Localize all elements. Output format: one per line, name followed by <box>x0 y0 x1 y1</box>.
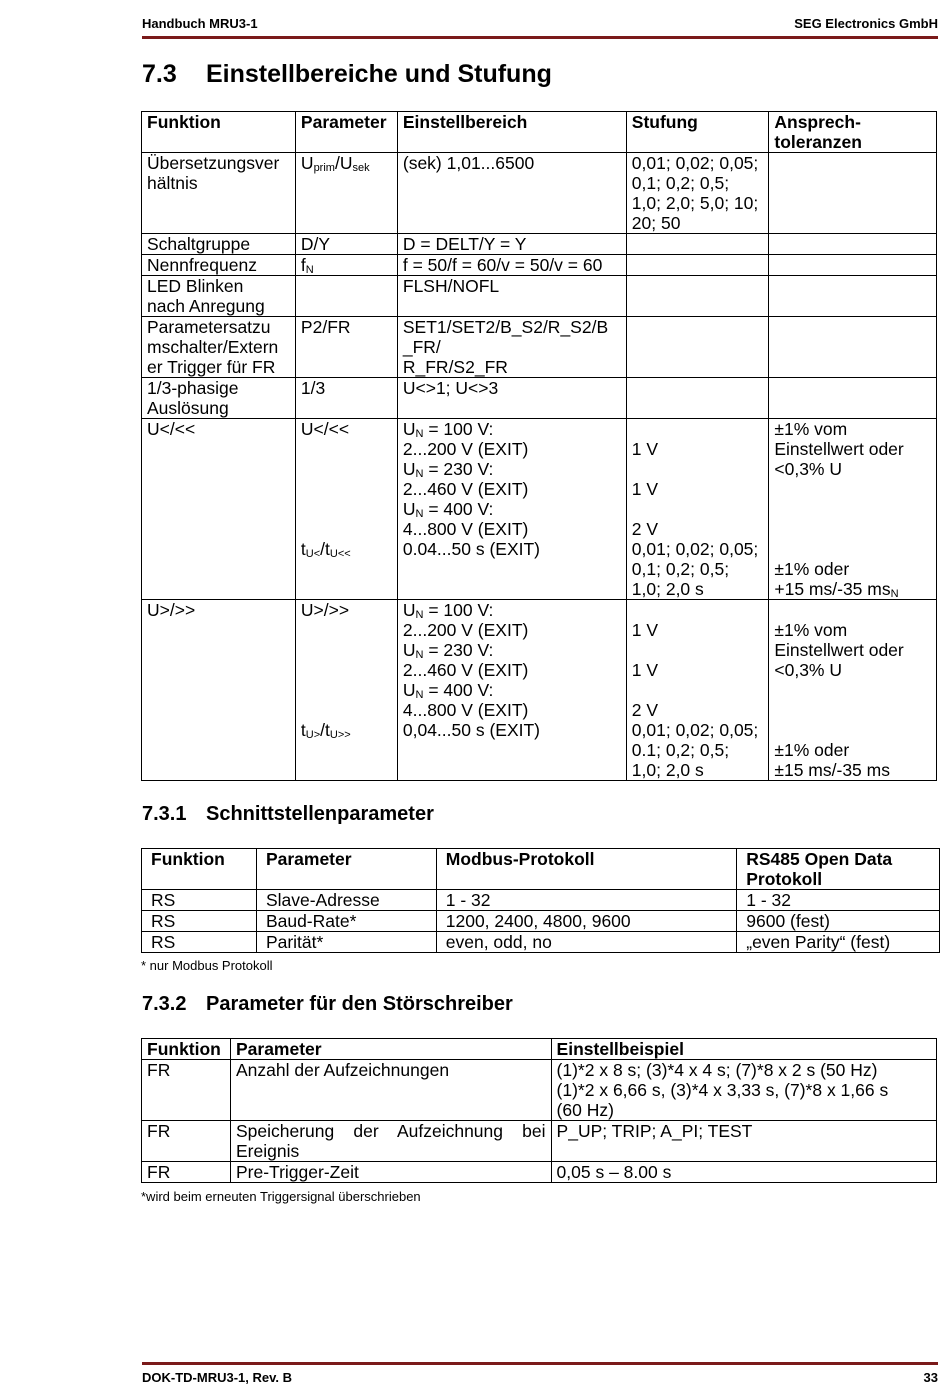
table-cell: Slave-Adresse <box>256 890 436 911</box>
table-cell: Anzahl der Aufzeichnungen <box>230 1060 551 1121</box>
table-cell: ±1% vom Einstellwert oder <0,3% U ±1% oder ±15 ms/-35 ms <box>769 600 937 781</box>
subsection-heading: 7.3.2 Parameter für den Störschreiber <box>142 993 513 1015</box>
table-row <box>142 1162 937 1183</box>
table-cell: $U_{prim}/U_{sek}$ <box>295 153 397 234</box>
table-cell: (1)*2 x 8 s; (3)*4 x 4 s; (7)*8 x 2 s (50 Hz) (1)*2 x 6,66 s, (3)*4 x 3,33 s, (7)*8 x 1,66 s (60 Hz) <box>551 1060 936 1121</box>
table-row <box>142 911 940 932</box>
table-cell: U<>1; U<>3 <box>397 378 626 419</box>
table-row <box>142 890 940 911</box>
column-header: Parameter <box>256 849 436 890</box>
table-row <box>142 234 937 255</box>
subsection-heading: 7.3.1 Schnittstellenparameter <box>142 803 434 825</box>
column-header: Parameter <box>295 112 397 153</box>
table-cell: Baud-Rate* <box>256 911 436 932</box>
table-cell: 1 - 32 <box>436 890 737 911</box>
table-header-row <box>142 112 937 153</box>
table-cell <box>769 153 937 234</box>
header-left: Handbuch MRU3-1 <box>142 16 258 31</box>
table-cell: RS <box>142 911 257 932</box>
table-cell: 1 V 1 V 2 V 0,01; 0,02; 0,05; 0.1; 0,2; 0,5; 1,0; 2,0 s <box>626 600 769 781</box>
table-row <box>142 1060 937 1121</box>
table-cell: Parametersatzu mschalter/Extern er Trigger für FR <box>142 317 296 378</box>
table-cell: 1 V 1 V 2 V 0,01; 0,02; 0,05; 0,1; 0,2; 0,5; 1,0; 2,0 s <box>626 419 769 600</box>
table-cell: 1/3 <box>295 378 397 419</box>
table-cell: U>/>> $t_{U>}/t_{U>>}$ <box>295 600 397 781</box>
column-header: Einstellbeispiel <box>551 1039 936 1060</box>
table-cell: Parität* <box>256 932 436 953</box>
table-cell: even, odd, no <box>436 932 737 953</box>
table-cell: U</<< $t_{U<}/t_{U<<}$ <box>295 419 397 600</box>
column-header: Ansprech- toleranzen <box>769 112 937 153</box>
header-right: SEG Electronics GmbH <box>794 16 938 31</box>
table-cell: FR <box>142 1121 231 1162</box>
table-cell: D/Y <box>295 234 397 255</box>
table-row <box>142 600 937 781</box>
table-cell <box>769 378 937 419</box>
table-cell: 1 - 32 <box>737 890 940 911</box>
settings-table <box>141 111 937 781</box>
section-heading: 7.3 Einstellbereiche und Stufung <box>142 60 552 88</box>
table-cell: $f_N$ <box>295 255 397 276</box>
footer-left: DOK-TD-MRU3-1, Rev. B <box>142 1370 292 1385</box>
table-row <box>142 932 940 953</box>
table-cell <box>626 234 769 255</box>
table-cell: Pre-Trigger-Zeit <box>230 1162 551 1183</box>
table-cell: Übersetzungsver hältnis <box>142 153 296 234</box>
table-cell: $U_N = 100$ V: 2...200 V (EXIT) $U_N = 230$ V: 2...460 V (EXIT) $U_N = 400$ V: 4...800 V (EXIT) 0.04...50 s (EXIT) <box>397 419 626 600</box>
table-row <box>142 1121 937 1162</box>
table-cell: U</<< <box>142 419 296 600</box>
table-cell: FLSH/NOFL <box>397 276 626 317</box>
table-cell: FR <box>142 1162 231 1183</box>
column-header: Parameter <box>230 1039 551 1060</box>
table-cell: FR <box>142 1060 231 1121</box>
page-header <box>142 14 938 34</box>
table-cell <box>626 276 769 317</box>
recorder-table <box>141 1038 937 1183</box>
page-footer <box>142 1368 938 1388</box>
table-row <box>142 317 937 378</box>
table-cell: RS <box>142 890 257 911</box>
table-cell: LED Blinken nach Anregung <box>142 276 296 317</box>
table-cell: 0,01; 0,02; 0,05; 0,1; 0,2; 0,5; 1,0; 2,0; 5,0; 10; 20; 50 <box>626 153 769 234</box>
table-cell: Schaltgruppe <box>142 234 296 255</box>
table-row <box>142 378 937 419</box>
footnote: *wird beim erneuten Triggersignal überschrieben <box>141 1189 421 1204</box>
column-header: Einstellbereich <box>397 112 626 153</box>
table-cell <box>769 255 937 276</box>
table-cell: 1200, 2400, 4800, 9600 <box>436 911 737 932</box>
table-cell: $U_N = 100$ V: 2...200 V (EXIT) $U_N = 230$ V: 2...460 V (EXIT) $U_N = 400$ V: 4...800 V (EXIT) 0,04...50 s (EXIT) <box>397 600 626 781</box>
table-cell: U>/>> <box>142 600 296 781</box>
column-header: Funktion <box>142 112 296 153</box>
table-cell: Speicherung der Aufzeichnung bei Ereignis <box>230 1121 551 1162</box>
header-rule <box>142 36 938 39</box>
table-cell: SET1/SET2/B_S2/R_S2/B _FR/ R_FR/S2_FR <box>397 317 626 378</box>
table-row <box>142 419 937 600</box>
table-cell <box>769 317 937 378</box>
table-cell <box>769 276 937 317</box>
table-cell: 9600 (fest) <box>737 911 940 932</box>
column-header: Stufung <box>626 112 769 153</box>
table-cell: Nennfrequenz <box>142 255 296 276</box>
footer-rule <box>142 1362 938 1365</box>
table-row <box>142 276 937 317</box>
table-cell: RS <box>142 932 257 953</box>
table-row <box>142 153 937 234</box>
page-number: 33 <box>923 1370 938 1385</box>
table-cell <box>626 378 769 419</box>
table-cell: ±1% vom Einstellwert oder <0,3% U ±1% oder +15 ms/-35 $ms_N$ <box>769 419 937 600</box>
table-cell <box>295 276 397 317</box>
interface-table <box>141 848 940 953</box>
table-cell: P_UP; TRIP; A_PI; TEST <box>551 1121 936 1162</box>
table-row <box>142 255 937 276</box>
table-cell: (sek) 1,01...6500 <box>397 153 626 234</box>
table-cell: „even Parity“ (fest) <box>737 932 940 953</box>
footnote: * nur Modbus Protokoll <box>141 958 273 973</box>
table-cell: 1/3-phasige Auslösung <box>142 378 296 419</box>
table-header-row <box>142 1039 937 1060</box>
table-cell: 0,05 s – 8.00 s <box>551 1162 936 1183</box>
column-header: Funktion <box>142 849 257 890</box>
column-header: Funktion <box>142 1039 231 1060</box>
table-cell: P2/FR <box>295 317 397 378</box>
table-cell <box>626 255 769 276</box>
table-cell: D = DELT/Y = Y <box>397 234 626 255</box>
column-header: RS485 Open Data Protokoll <box>737 849 940 890</box>
table-cell <box>626 317 769 378</box>
table-cell <box>769 234 937 255</box>
table-header-row <box>142 849 940 890</box>
column-header: Modbus-Protokoll <box>436 849 737 890</box>
table-cell: f = 50/f = 60/v = 50/v = 60 <box>397 255 626 276</box>
